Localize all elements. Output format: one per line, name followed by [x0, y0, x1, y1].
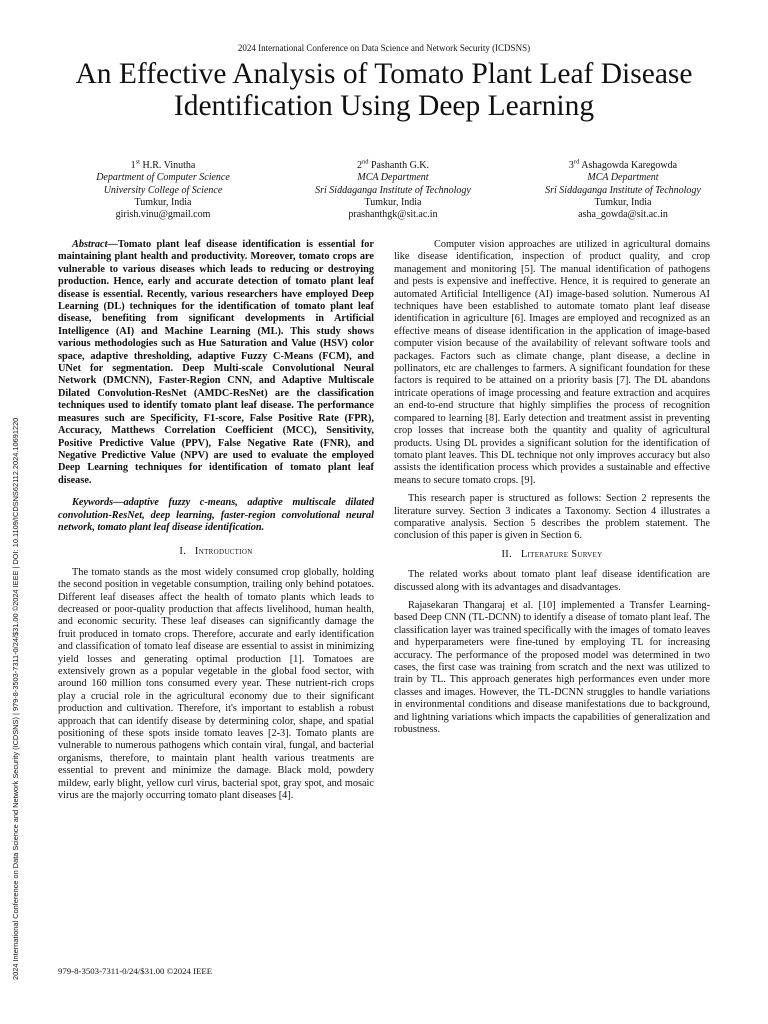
author-3	[508, 160, 738, 221]
section-number: I.	[179, 546, 187, 558]
structure-paragraph: This research paper is structured as follows: Section 2 represents the literature survey. Section 3 indicates a Taxonomy. Section 4 illustrates a comparative analysis. Section 5 describes the problem statement. The conclusion of this paper is given in Section 6.	[394, 493, 710, 542]
author-1	[48, 160, 278, 221]
section-heading-literature-survey	[394, 549, 710, 561]
author-name: Ashagowda Karegowda	[581, 160, 678, 171]
abstract-text: Tomato plant leaf disease identification is essential for maintaining plant health and productivity. Moreover, tomato crops are vulnerable to various diseases which leads to reducing or destroying production. Hence, early and accurate detection of tomato plant leaf disease is essential. Recently, various researchers have employed Deep Learning (DL) techniques for the identification of tomato plant leaf disease, benefiting from significant developments in Artificial Intelligence (AI) and Machine Learning (ML). This study shows various methodologies such as Hue Saturation and Value (HSV) color space, adaptive thresholding, adaptive Fuzzy C-Means (FCM), and UNet for segmentation. Deep Multi-scale Convolutional Neural Network (DMCNN), Faster-Region CNN, and Adaptive Multiscale Dilated Convolution-ResNet (AMDC-ResNet) are the classification techniques used to identify tomato plant leaf disease. The performance measures such are Specificity, F1-score, False Positive Rate (FPR), Accuracy, Matthews Correlation Coefficient (MCC), Sensitivity, Positive Predictive Value (PPV), False Negative Rate (FNR), and Negative Predictive Value (NPV) are used to evaluate the employed Deep Learning techniques for identification of tomato plant leaf disease.	[58, 239, 374, 486]
doi-sidebar: 2024 International Conference on Data Science and Network Security (ICDSNS) | 979-8-3503-7311-0/24/$31.00 ©2024 IEEE | DOI: 10.1109/ICDSNS62112.2024.10691220	[11, 417, 20, 980]
abstract	[58, 239, 374, 487]
author-city: Tumkur, India	[364, 196, 422, 208]
author-name: Pashanth G.K.	[370, 160, 430, 171]
author-ordinal: 3	[568, 160, 574, 171]
section-heading-introduction	[58, 546, 374, 558]
intro-paragraph-2: Computer vision approaches are utilized in agricultural domains like disease identification, inspection of product quality, and crop management and monitoring [5]. The manual identification of pathogens and pests is expensive and ineffective. Hence, it is required to generate an automated Artificial Intelligence (AI) image-based solution. Numerous AI techniques have been established to automate tomato plant leaf disease identification in agriculture [6]. Images are employed and recognized as an effective means of disease identification in the application of image-based computer vision because of the availability of relevant software tools and packages. Factors such as climate change, plant disease, a decline in pollinators, etc are challenges to farmers. A significant foundation for these factors is required to be attained on a priority basis [7]. The DL abandons intricate operations of image processing and feature extraction and acquires an end-to-end structure that highly simplifies the process of recognition compared to learning [8]. Early detection and treatment assist in preventing crop losses that increase both the quantity and quality of agricultural products. Using DL provides a significant solution for the identification of tomato plant leaves. This DL technique not only improves accuracy but also assists the identification process which provides a sustainable and effective means to secure tomato crops. [9].	[394, 239, 710, 486]
author-block	[48, 160, 738, 221]
literature-paragraph-2: Rajasekaran Thangaraj et al. [10] implemented a Transfer Learning-based Deep CNN (TL-DCNN) to identify a disease of tomato plant leaf. The classification layer was trained specifically with the images of tomato leaves and hyperparameters were fine-tuned by employing TL for increasing accuracy. The performance of the proposed model was determined in two cases, the first case was training from scratch and the next was utilized to train by TL. This approach generates high performances even under more classes and images. However, the TL-DCNN struggles to handle variations in environmental conditions and disease manifestations due to background, and lightning variations which impacts the capabilities of generalization and robustness.	[394, 599, 710, 736]
copyright-footer: 979-8-3503-7311-0/24/$31.00 ©2024 IEEE	[58, 966, 213, 976]
literature-paragraph-1: The related works about tomato plant leaf disease identification are discussed along with its advantages and disadvantages.	[394, 569, 710, 593]
abstract-dash: —	[107, 239, 118, 250]
author-city: Tumkur, India	[134, 196, 192, 208]
author-2	[278, 160, 508, 221]
author-department: MCA Department	[357, 172, 429, 184]
section-number: II.	[501, 548, 513, 560]
author-ordinal-suffix: st	[135, 158, 140, 166]
author-ordinal-suffix: nd	[361, 158, 369, 166]
intro-paragraph: The tomato stands as the most widely consumed crop globally, holding the second position in vegetable consumption, trailing only behind potatoes. Different leaf diseases affect the health of tomato plants which leads to decreased or poor-quality production that affects livelihood, human health, and economic security. These leaf diseases can significantly damage the fruit produced in tomato crops. Therefore, accurate and early identification and classification of tomato leaf disease are essential to assist in minimizing yield losses and generating optimal production [1]. Tomatoes are extensively grown as a popular vegetable in the global food sector, with around 160 million tons consumed every year. These nutrient-rich crops play a crucial role in the agricultural economy due to their significant production and cultivation. Therefore, it's important to establish a robust approach that can identify disease by determining color, shape, and spatial positioning of these spots inside tomato leaves [2-3]. Tomato plants are vulnerable to numerous pathogens which contain viral, fungal, and bacterial organisms, therefore, to maintain plant health various treatments are essential to prevent and minimize the damage. Black mold, powdery mildew, early blight, yellow curl virus, bacterial spot, gray spot, and mosaic virus are the majorly occurring tomato plant diseases [4].	[58, 566, 374, 802]
author-ordinal: 2	[356, 160, 362, 171]
keywords-text: adaptive fuzzy c-means, adaptive multiscale dilated convolution-ResNet, deep learning, faster-region convolutional neural network, tomato plant leaf disease identification.	[58, 497, 374, 533]
author-department: MCA Department	[587, 172, 659, 184]
keywords-dash: —	[113, 497, 124, 509]
author-email: prashanthgk@sit.ac.in	[348, 209, 438, 221]
section-title: Literature Survey	[520, 548, 603, 560]
left-column	[58, 239, 374, 808]
author-email: asha_gowda@sit.ac.in	[578, 209, 668, 221]
author-department: Department of Computer Science	[96, 172, 230, 184]
author-institution: Sri Siddaganga Institute of Technology	[545, 184, 701, 196]
author-email: girish.vinu@gmail.com	[115, 209, 211, 221]
author-institution: Sri Siddaganga Institute of Technology	[315, 184, 471, 196]
author-ordinal: 1	[130, 160, 136, 171]
abstract-label: Abstract	[72, 239, 108, 250]
right-column	[394, 239, 710, 742]
author-ordinal-suffix: rd	[573, 158, 580, 166]
author-city: Tumkur, India	[594, 196, 652, 208]
author-institution: University College of Science	[103, 184, 223, 196]
paper-title: An Effective Analysis of Tomato Plant Leaf Disease Identification Using Deep Learning	[75, 58, 693, 122]
conference-header: 2024 International Conference on Data Science and Network Security (ICDSNS)	[237, 43, 531, 53]
keywords-label: Keywords	[72, 497, 114, 509]
author-name: H.R. Vinutha	[142, 160, 196, 171]
keywords	[58, 497, 374, 534]
section-title: Introduction	[194, 546, 253, 558]
